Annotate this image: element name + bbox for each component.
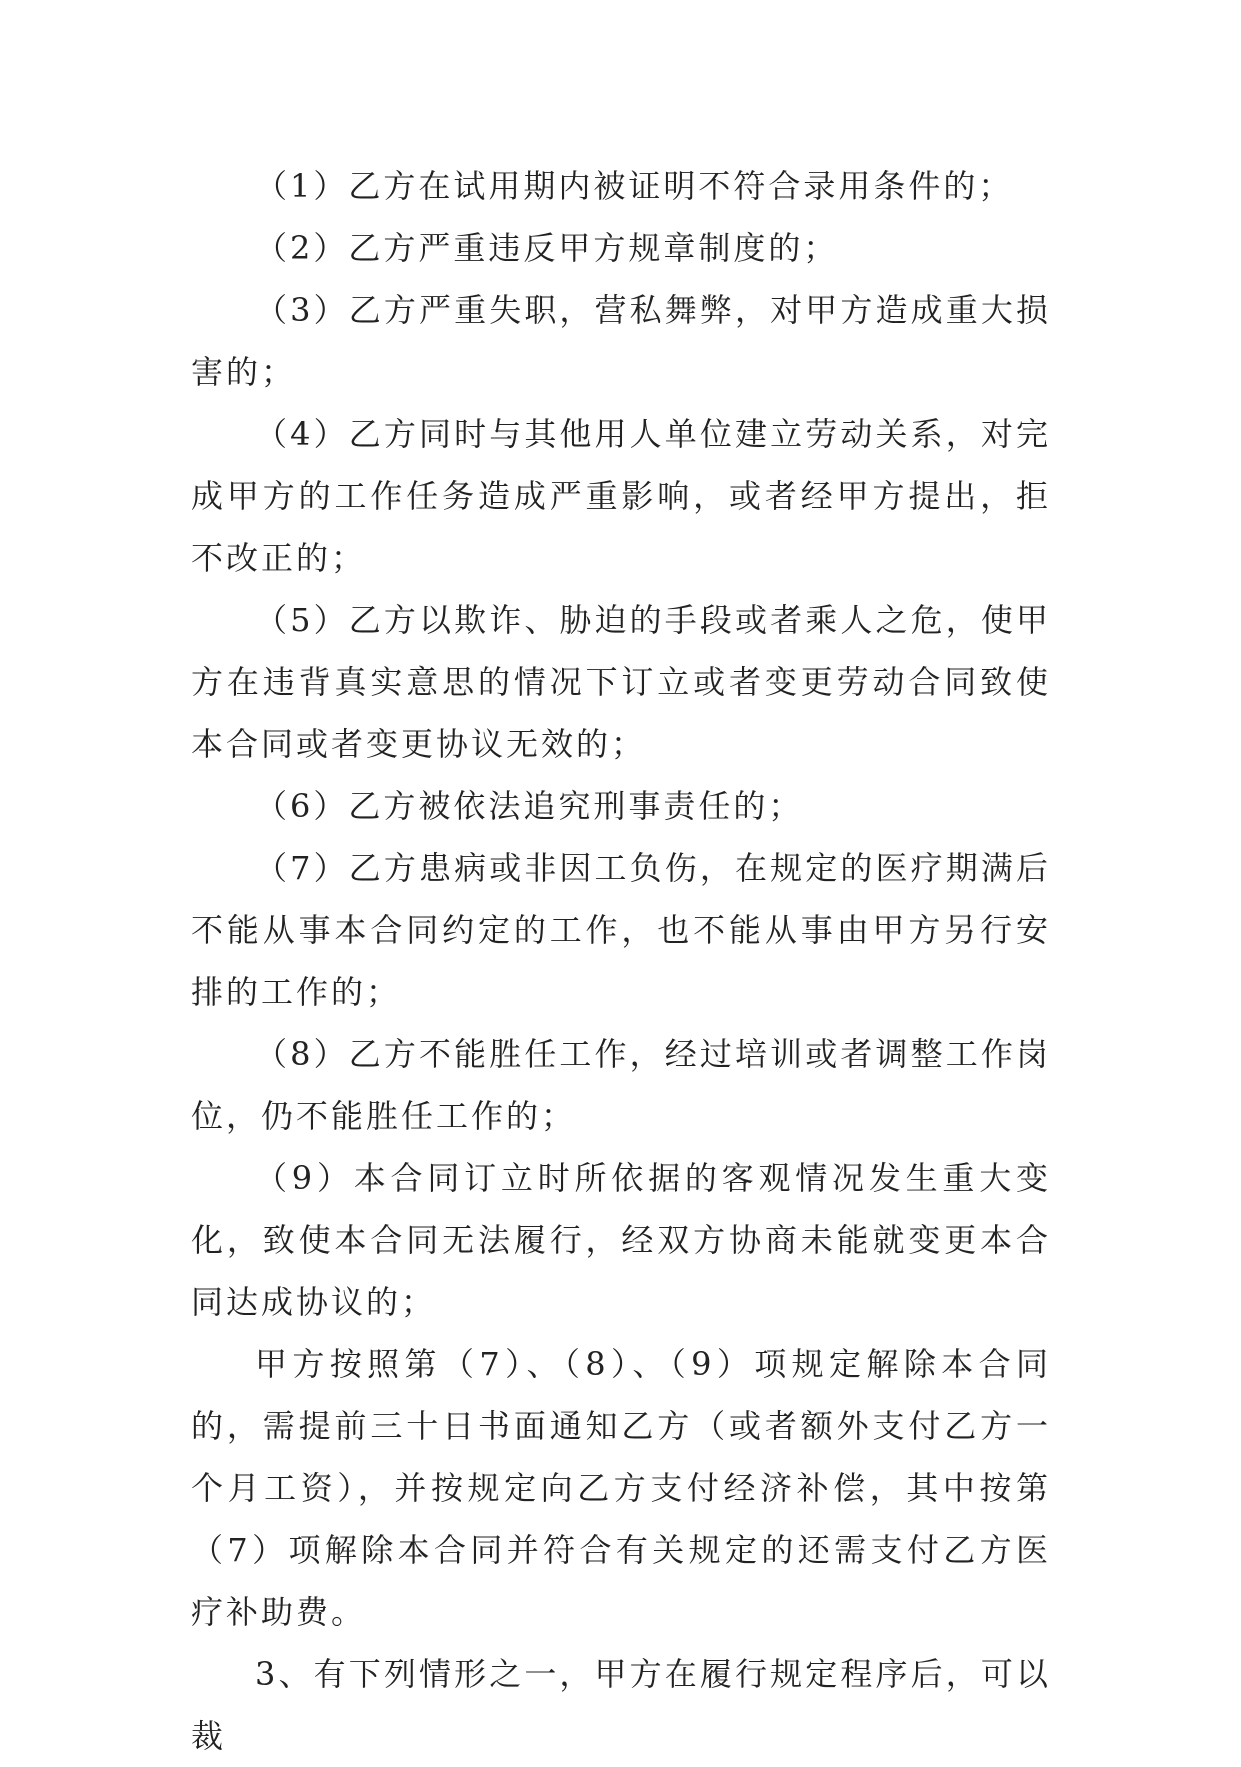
section-3-paragraph: 3、有下列情形之一，甲方在履行规定程序后，可以裁 bbox=[191, 1655, 1051, 1755]
clause-item-8: （8）乙方不能胜任工作，经过培训或者调整工作岗位，仍不能胜任工作的； bbox=[191, 1035, 1051, 1135]
notice-paragraph: 甲方按照第（7）、（8）、（9）项规定解除本合同的，需提前三十日书面通知乙方（或者额外支付乙方一个月工资），并按规定向乙方支付经济补偿，其中按第（7）项解除本合同并符合有关规定的还需支付乙方医疗补助费。 bbox=[191, 1345, 1051, 1631]
clause-item-9: （9）本合同订立时所依据的客观情况发生重大变化，致使本合同无法履行，经双方协商未能就变更本合同达成协议的； bbox=[191, 1159, 1051, 1321]
clause-item-4: （4）乙方同时与其他用人单位建立劳动关系，对完成甲方的工作任务造成严重影响，或者经甲方提出，拒不改正的； bbox=[191, 415, 1051, 577]
clause-item-6: （6）乙方被依法追究刑事责任的； bbox=[255, 787, 804, 825]
clause-item-2: （2）乙方严重违反甲方规章制度的； bbox=[255, 229, 839, 267]
document-body bbox=[191, 155, 1051, 1767]
clause-item-3: （3）乙方严重失职，营私舞弊，对甲方造成重大损害的； bbox=[191, 291, 1051, 391]
clause-item-7: （7）乙方患病或非因工负伤，在规定的医疗期满后不能从事本合同约定的工作，也不能从事由甲方另行安排的工作的； bbox=[191, 849, 1051, 1011]
clause-item-1: （1）乙方在试用期内被证明不符合录用条件的； bbox=[255, 167, 1014, 205]
clause-item-5: （5）乙方以欺诈、胁迫的手段或者乘人之危，使甲方在违背真实意思的情况下订立或者变更劳动合同致使本合同或者变更协议无效的； bbox=[191, 601, 1051, 763]
